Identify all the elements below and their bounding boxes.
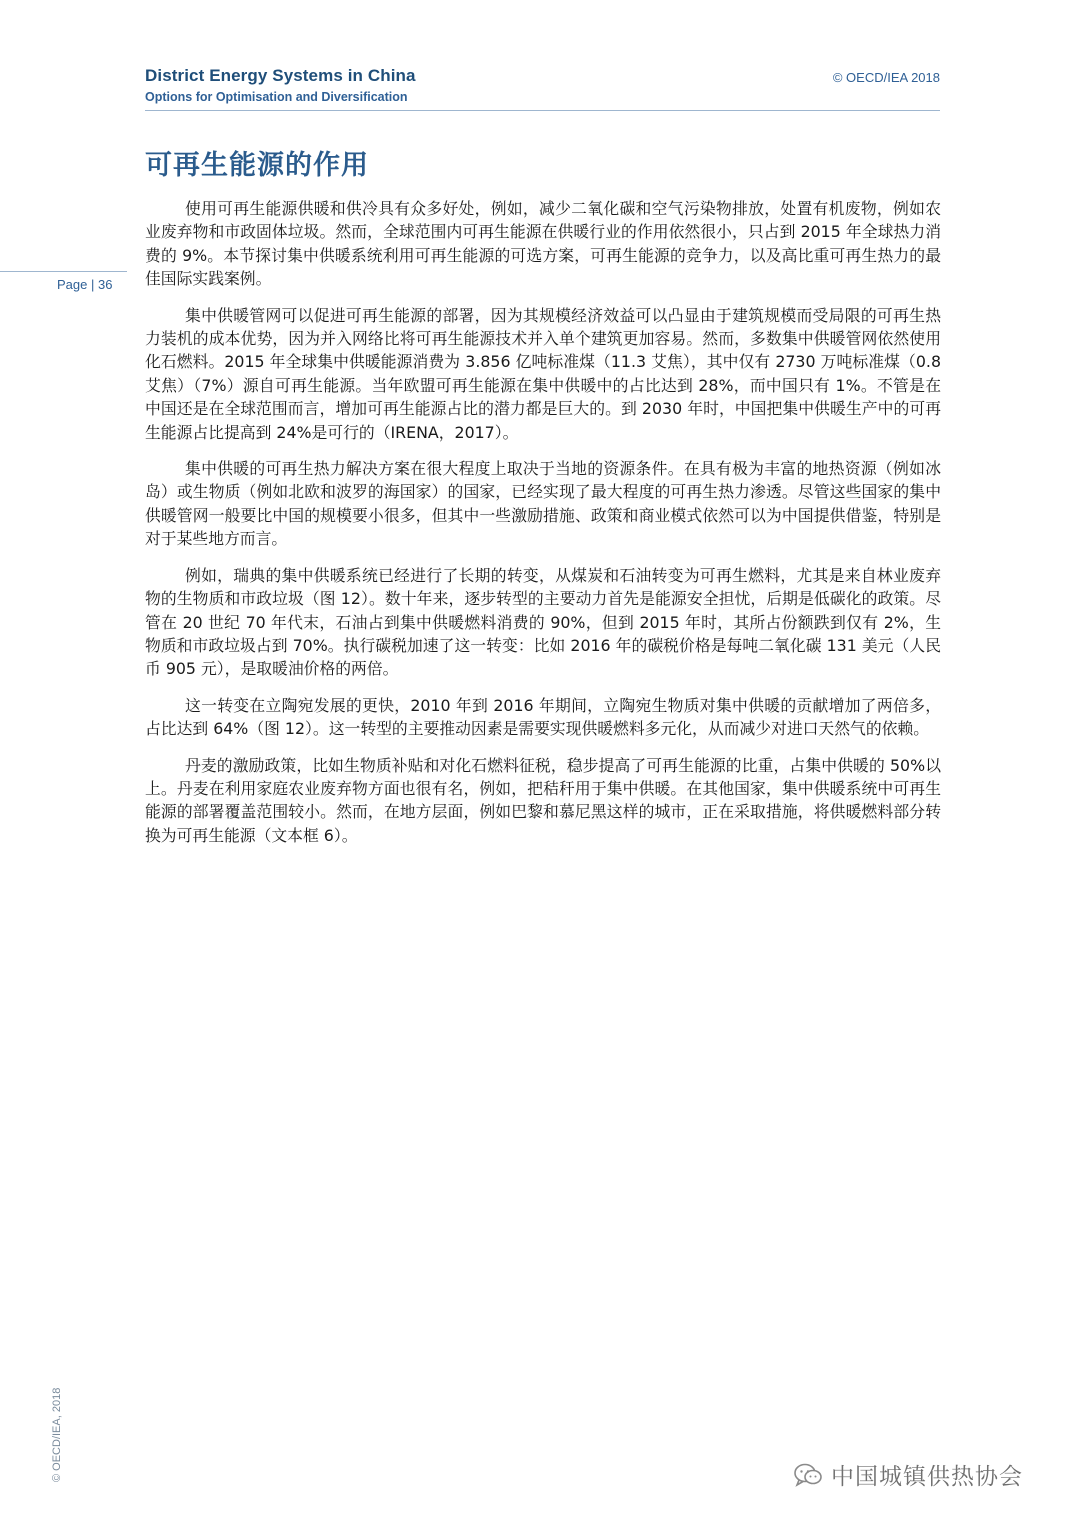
page-margin-rule xyxy=(0,271,127,272)
running-header-subtitle: Options for Optimisation and Diversification xyxy=(145,90,408,104)
paragraph: 例如，瑞典的集中供暖系统已经进行了长期的转变，从煤炭和石油转变为可再生燃料，尤其是来自林业废弃物的生物质和市政垃圾（图 12）。数十年来，逐步转型的主要动力首先是能源安全担忧，后期是低碳化的政策。尽管在 20 世纪 70 年代末，石油占到集中供暖燃料消费的 90%，但到 2015 年时，其所占份额跌到仅有 2%，生物质和市政垃圾占到 70%。执行碳税加速了这一转变：比如 2016 年的碳税价格是每吨二氧化碳 131 美元（人民币 905 元），是取暖油价格的两倍。 xyxy=(145,565,941,679)
section-title: 可再生能源的作用 xyxy=(145,150,369,181)
body-text xyxy=(145,197,941,860)
page-number: Page | 36 xyxy=(57,277,113,292)
header-divider xyxy=(145,110,940,111)
paragraph: 集中供暖管网可以促进可再生能源的部署，因为其规模经济效益可以凸显由于建筑规模而受局限的可再生热力装机的成本优势，因为并入网络比将可再生能源技术并入单个建筑更加容易。然而，多数集中供暖管网依然使用化石燃料。2015 年全球集中供暖能源消费为 3.856 亿吨标准煤（11.3 艾焦），其中仅有 2730 万吨标准煤（0.8 艾焦）（7%）源自可再生能源。当年欧盟可再生能源在集中供暖中的占比达到 28%，而中国只有 1%。不管是在中国还是在全球范围而言，增加可再生能源占比的潜力都是巨大的。到 2030 年时，中国把集中供暖生产中的可再生能源占比提高到 24%是可行的（IRENA，2017）。 xyxy=(145,305,941,442)
watermark-text: 中国城镇供热协会 xyxy=(831,1464,1023,1490)
paragraph: 集中供暖的可再生热力解决方案在很大程度上取决于当地的资源条件。在具有极为丰富的地热资源（例如冰岛）或生物质（例如北欧和波罗的海国家）的国家，已经实现了最大程度的可再生热力渗透。尽管这些国家的集中供暖管网一般要比中国的规模要小很多，但其中一些激励措施、政策和商业模式依然可以为中国提供借鉴，特别是对于某些地方而言。 xyxy=(145,459,941,549)
running-header-title: District Energy Systems in China xyxy=(145,66,416,85)
paragraph: 使用可再生能源供暖和供冷具有众多好处，例如，减少二氧化碳和空气污染物排放，处置有机废物，例如农业废弃物和市政固体垃圾。然而，全球范围内可再生能源在供暖行业的作用依然很小，只占到 2015 年全球热力消费的 9%。本节探讨集中供暖系统利用可再生能源的可选方案，可再生能源的竞争力，以及高比重可再生热力的最佳国际实践案例。 xyxy=(145,199,941,289)
header-copyright: © OECD/IEA 2018 xyxy=(832,70,940,85)
paragraph: 这一转变在立陶宛发展的更快，2010 年到 2016 年期间，立陶宛生物质对集中供暖的贡献增加了两倍多，占比达到 64%（图 12）。这一转型的主要推动因素是需要实现供暖燃料多元化，从而减少对进口天然气的依赖。 xyxy=(145,695,941,739)
wechat-icon xyxy=(793,1462,823,1488)
paragraph: 丹麦的激励政策，比如生物质补贴和对化石燃料征税，稳步提高了可再生能源的比重，占集中供暖的 50%以上。丹麦在利用家庭农业废弃物方面也很有名，例如，把秸秆用于集中供暖。在其他国家，集中供暖系统中可再生能源的部署覆盖范围较小。然而，在地方层面，例如巴黎和慕尼黑这样的城市，正在采取措施，将供暖燃料部分转换为可再生能源（文本框 6）。 xyxy=(145,755,941,845)
watermark xyxy=(793,1458,1023,1491)
vertical-copyright: © OECD/IEA, 2018 xyxy=(51,1387,63,1482)
